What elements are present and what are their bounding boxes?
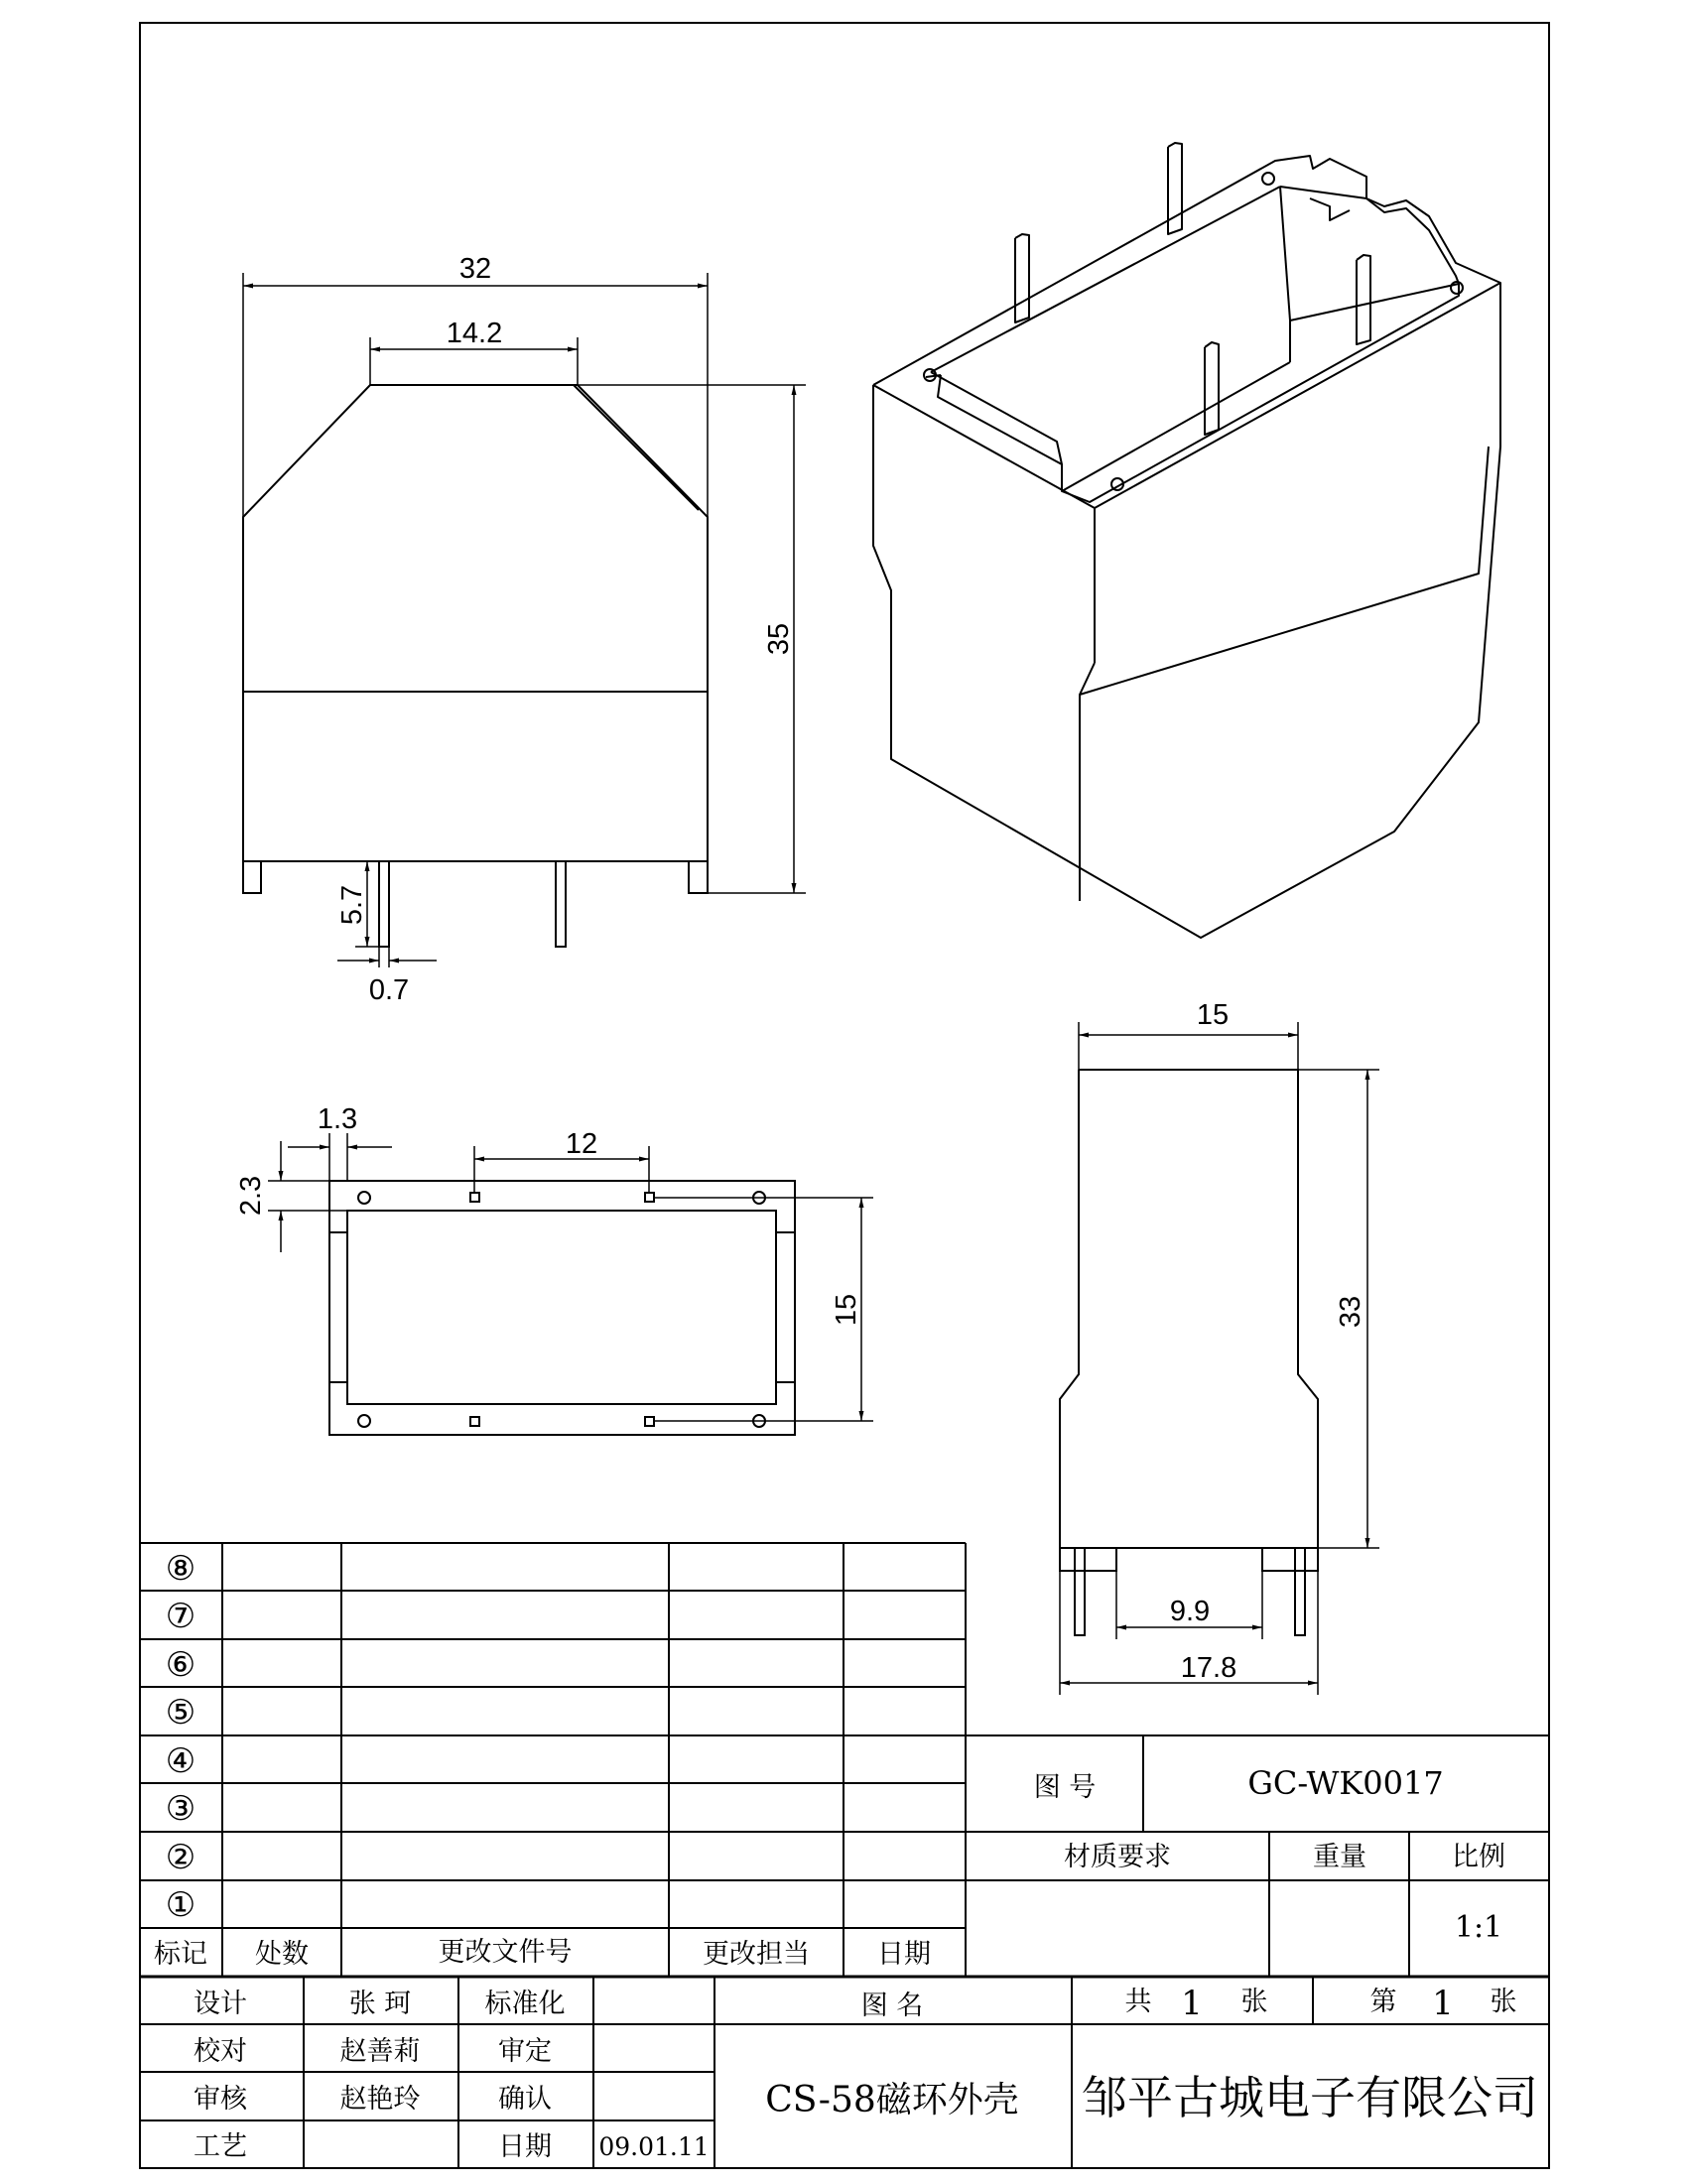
revision-row-2: ② [165, 1838, 196, 1877]
revision-row-labels [166, 1549, 195, 1925]
date-value: 09.01.11 [598, 2132, 710, 2161]
front-view [243, 385, 708, 947]
revision-row-7: ⑦ [165, 1597, 196, 1636]
top-view [329, 1181, 795, 1435]
dim-hole-spacing: 12 [565, 1128, 598, 1160]
dim-side-bottom-width: 17.8 [1180, 1652, 1237, 1684]
revision-table [140, 1543, 966, 1977]
part-name: CS-58磁环外壳 [765, 2080, 1019, 2120]
drawing-no: GC-WK0017 [1247, 1764, 1444, 1802]
revision-header [154, 1937, 931, 1970]
material-label: 材质要求 [1064, 1842, 1171, 1872]
dim-side-inner-width: 9.9 [1169, 1596, 1211, 1627]
side-view [1060, 1070, 1318, 1635]
drawing-no-label: 图 号 [1033, 1772, 1097, 1803]
isometric-view [873, 143, 1500, 938]
header-doc-no: 更改文件号 [438, 1937, 573, 1968]
sheet-unit-2: 张 [1490, 1987, 1517, 2017]
audit-label: 审核 [194, 2084, 247, 2115]
dim-front-width: 32 [458, 253, 492, 285]
sheet-label: 第 [1369, 1987, 1397, 2017]
date-label: 日期 [498, 2131, 552, 2162]
scale-value: 1:1 [1454, 1910, 1503, 1945]
header-count: 处数 [255, 1939, 309, 1970]
dim-base-depth: 15 [831, 1293, 862, 1327]
auditor-name: 赵艳玲 [339, 2084, 421, 2115]
side-view-dimensions [1060, 1022, 1379, 1695]
process-label: 工艺 [194, 2131, 247, 2162]
confirm-label: 确认 [498, 2084, 552, 2115]
revision-row-3: ③ [165, 1789, 196, 1829]
revision-row-6: ⑥ [165, 1645, 196, 1685]
design-label: 设计 [194, 1989, 247, 2019]
weight-label: 重量 [1313, 1842, 1366, 1872]
sheet-no: 1 [1432, 1984, 1454, 2023]
dim-side-height: 33 [1335, 1295, 1366, 1329]
revision-row-1: ① [165, 1885, 196, 1925]
revision-row-4: ④ [165, 1741, 196, 1781]
dim-edge-offset-x: 1.3 [317, 1103, 358, 1135]
header-mark: 标记 [154, 1939, 207, 1970]
top-view-dimensions [268, 1133, 873, 1421]
company-name: 邹平古城电子有限公司 [1082, 2071, 1538, 2124]
revision-row-5: ⑤ [165, 1693, 196, 1733]
header-date: 日期 [877, 1939, 931, 1970]
dim-top-width: 14.2 [446, 318, 503, 349]
dim-pin-length: 5.7 [336, 884, 368, 926]
dim-side-top-width: 15 [1196, 999, 1230, 1031]
sheet-unit: 张 [1240, 1987, 1268, 2017]
checker-name: 赵善莉 [339, 2036, 421, 2067]
front-view-dimensions [243, 273, 806, 967]
scale-label: 比例 [1452, 1842, 1505, 1872]
name-label: 图 名 [860, 1991, 924, 2021]
check-label: 校对 [194, 2036, 247, 2067]
total-label: 共 [1124, 1987, 1152, 2017]
total-sheets: 1 [1181, 1984, 1203, 2023]
header-changed-by: 更改担当 [703, 1939, 810, 1970]
dim-edge-offset-y: 2.3 [235, 1175, 267, 1217]
dim-pin-width: 0.7 [368, 974, 410, 1006]
revision-row-8: ⑧ [165, 1549, 196, 1589]
review-label: 审定 [498, 2036, 552, 2067]
dim-height: 35 [763, 622, 795, 656]
designer-name: 张 珂 [348, 1989, 412, 2019]
standard-label: 标准化 [484, 1989, 566, 2019]
